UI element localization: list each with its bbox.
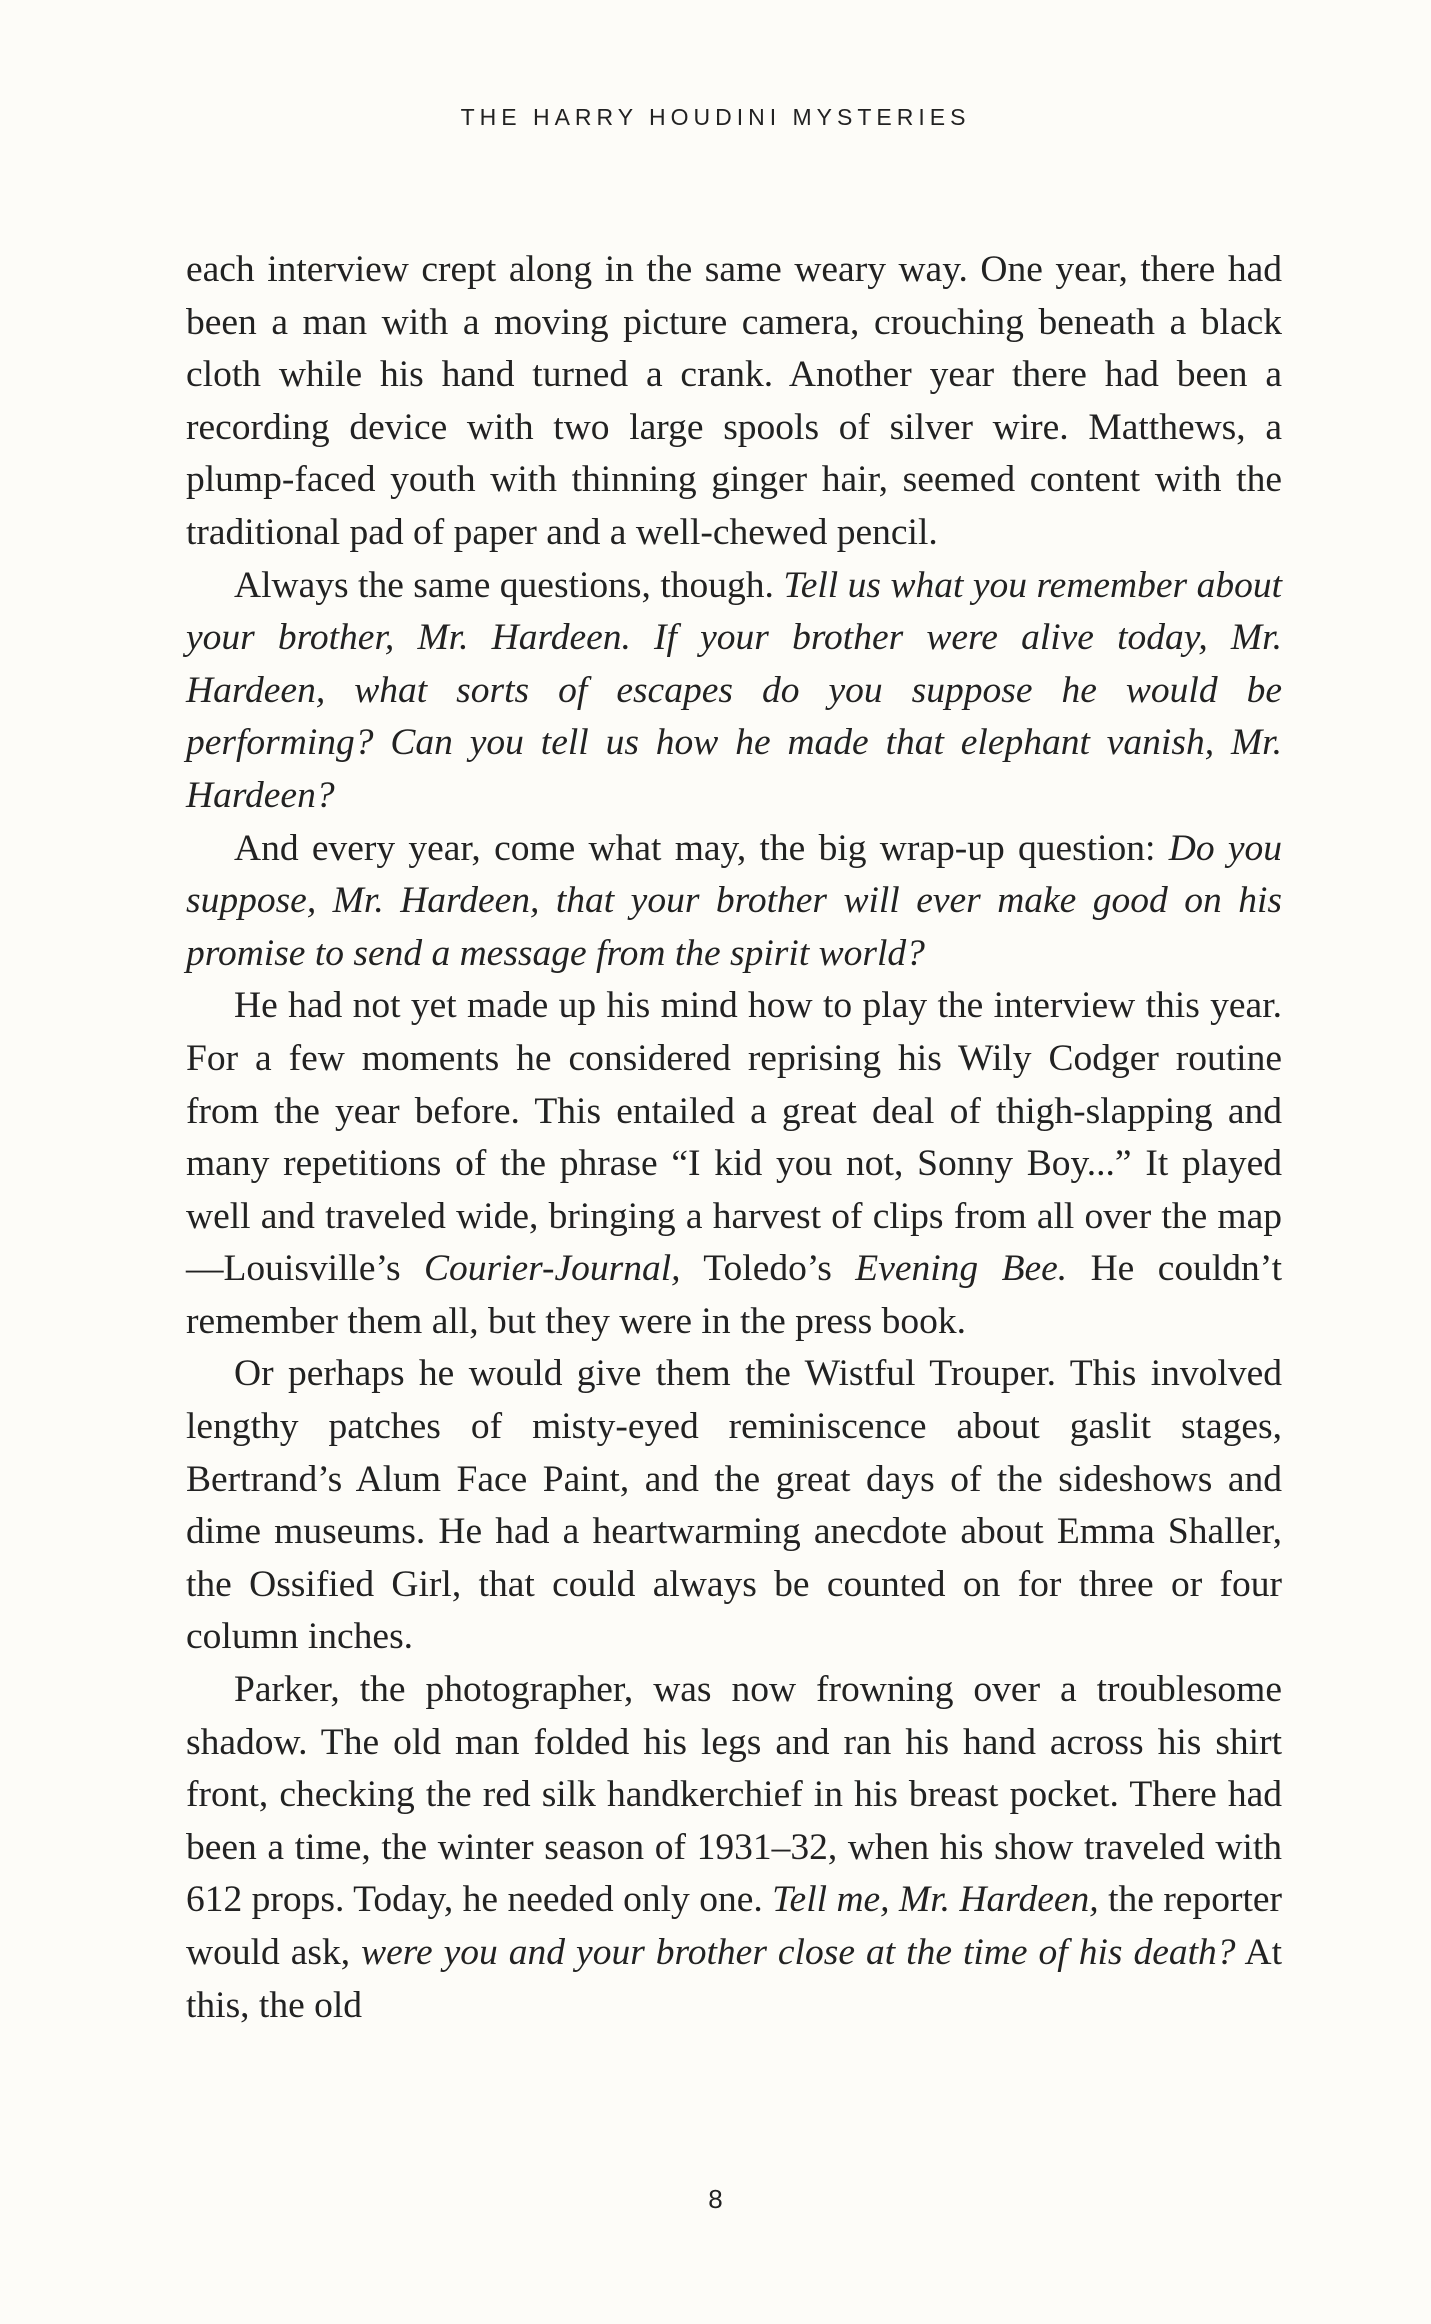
paragraph-6-italic-1: Tell me, Mr. Hardeen,: [772, 1879, 1099, 1921]
paragraph-4-part-2: Toledo’s: [680, 1248, 856, 1290]
paragraph-4-italic-2: Evening Bee.: [855, 1248, 1068, 1290]
paragraph-4-part-3: He couldn’t remember them all, but they were in the press book.: [186, 1248, 1282, 1342]
paragraph-5: Or perhaps he would give them the Wistful Trouper. This involved lengthy patches of misty-eyed reminiscence about gaslit stages, Bertrand’s Alum Face Paint, and the great days of the sideshows and dime museums. He had a heartwarming anecdote about Emma Shaller, the Ossified Girl, that could always be counted on for three or four column inches.: [186, 1353, 1282, 1658]
paragraph-2: [186, 560, 1282, 823]
page-number: 8: [708, 2184, 723, 2214]
running-head: THE HARRY HOUDINI MYSTERIES: [460, 104, 971, 130]
paragraph-1: each interview crept along in the same weary way. One year, there had been a man with a moving picture camera, crouching beneath a black cloth while his hand turned a crank. Another year there had been a recording device with two large spools of silver wire. Matthews, a plump-faced youth with thinning ginger hair, seemed content with the traditional pad of paper and a well-chewed pencil.: [186, 249, 1282, 553]
paragraph-6-part-2: the reporter would ask,: [186, 1879, 1282, 1973]
paragraph-3-italic: Do you suppose, Mr. Hardeen, that your brother will ever make good on his promise to send a message from the spirit world?: [186, 827, 1282, 974]
body-text: [186, 244, 1282, 2032]
paragraph-4-part-1: He had not yet made up his mind how to play the interview this year. For a few moments he considered reprising his Wily Codger routine from the year before. This entailed a great deal of thigh-slapping and many repetitions of the phrase “I kid you not, Sonny Boy...” It played well and traveled wide, bringing a harvest of clips from all over the map—Louisville’s: [186, 985, 1282, 1290]
paragraph-2-italic: Tell us what you remember about your brother, Mr. Hardeen. If your brother were alive today, Mr. Hardeen, what sorts of escapes do you suppose he would be performing? Can you tell us how he made that elephant vanish, Mr. Hardeen?: [186, 564, 1282, 816]
paragraph-6-italic-2: were you and your brother close at the time of his death?: [361, 1932, 1236, 1973]
paragraph-4-italic-1: Courier-Journal,: [424, 1248, 681, 1290]
paragraph-3-lead: And every year, come what may, the big wrap-up question:: [234, 827, 1169, 869]
paragraph-3: [186, 823, 1282, 981]
paragraph-6-part-1: Parker, the photographer, was now frowning over a troublesome shadow. The old man folded his legs and ran his hand across his shirt front, checking the red silk handkerchief in his breast pocket. There had been a time, the winter season of 1931–32, when his show traveled with 612 props. Today, he needed only one.: [186, 1669, 1282, 1921]
paragraph-4: [186, 980, 1282, 1348]
paragraph-6: [186, 1664, 1282, 2032]
paragraph-6-part-3: At this, the old: [186, 1932, 1282, 2026]
paragraph-2-lead: Always the same questions, though.: [234, 564, 784, 606]
